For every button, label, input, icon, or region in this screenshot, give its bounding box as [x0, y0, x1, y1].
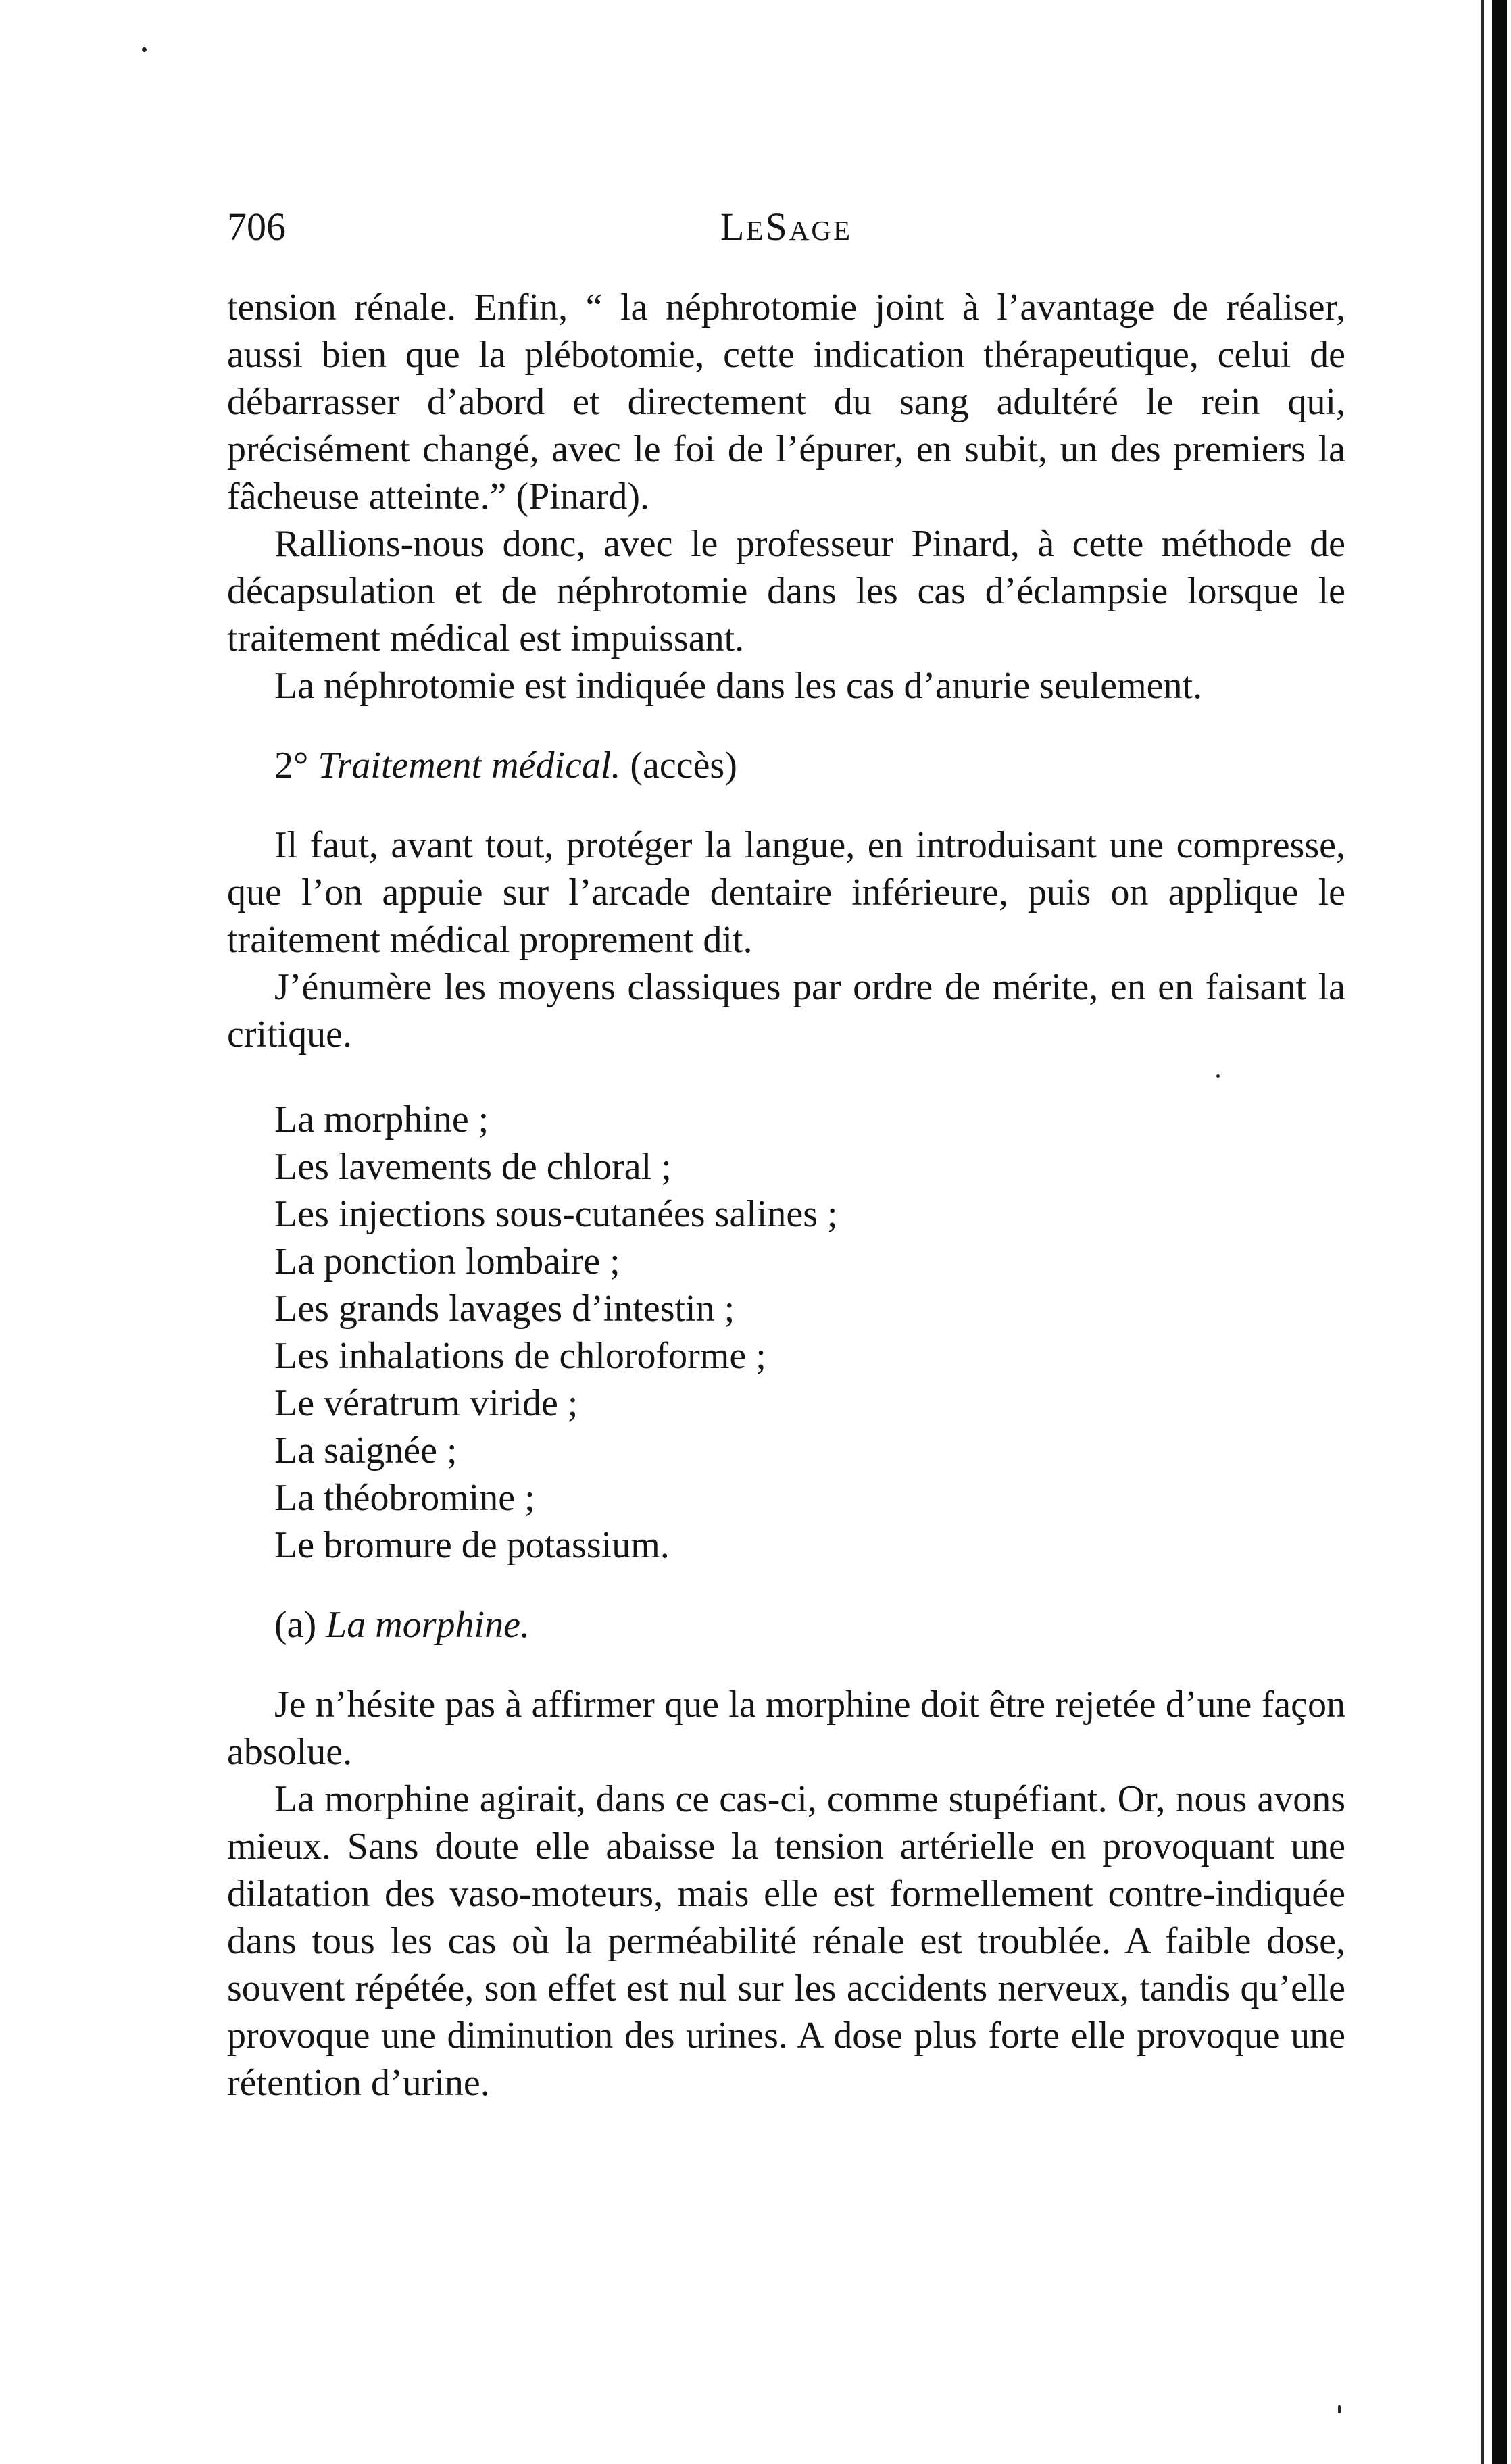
paragraph: La morphine agirait, dans ce cas-ci, comme stupéfiant. Or, nous avons mieux. Sans doute elle abaisse la tension artérielle en provoquant une dilatation des vaso-moteurs, mais elle est formellement contre-indiquée dans tous les cas où la perméabilité rénale est troublée. A faible dose, souvent répétée, son effet est nul sur les accidents nerveux, tandis qu’elle provoque une diminution des urines. A dose plus forte elle provoque une rétention d’urine. — [227, 1778, 1345, 2104]
list-item: Le bromure de potassium. — [274, 1524, 670, 1566]
paragraph: J’énumère les moyens classiques par ordre de mérite, en en faisant la critique. — [227, 966, 1345, 1055]
list-item: La morphine ; — [274, 1099, 489, 1140]
scan-edge-bar — [1492, 0, 1507, 2464]
running-head: LeSage — [720, 205, 852, 249]
scan-edge-line — [1481, 0, 1484, 2464]
remedy-list — [227, 1096, 1345, 1569]
page-header — [227, 204, 1342, 258]
section-note: (accès) — [630, 745, 737, 786]
subsection-title: La morphine. — [326, 1604, 530, 1646]
scan-speck — [142, 47, 147, 52]
list-item: Le vératrum viride ; — [274, 1382, 578, 1424]
section-number: 2° — [274, 745, 309, 786]
scan-speck — [1338, 2405, 1341, 2413]
subsection-heading — [227, 1601, 1345, 1649]
list-item: La théobromine ; — [274, 1477, 535, 1519]
paragraph: La néphrotomie est indiquée dans les cas d’anurie seulement. — [274, 665, 1203, 707]
list-item: Les inhalations de chloroforme ; — [274, 1335, 766, 1377]
subsection-label: (a) — [274, 1604, 317, 1646]
paragraph: Je n’hésite pas à affirmer que la morphine doit être rejetée d’une façon absolue. — [227, 1684, 1345, 1773]
section-title: Traitement médical. — [318, 745, 621, 786]
page-number: 706 — [227, 205, 286, 249]
list-item: La saignée ; — [274, 1430, 457, 1472]
list-item: Les lavements de chloral ; — [274, 1146, 672, 1188]
paragraph: Il faut, avant tout, protéger la langue, en introduisant une compresse, que l’on appuie sur l’arcade dentaire inférieure, puis on applique le traitement médical proprement dit. — [227, 824, 1345, 961]
paragraph: Rallions-nous donc, avec le professeur Pinard, à cette méthode de décapsulation et de néphrotomie dans les cas d’éclampsie lorsque le traitement médical est impuissant. — [227, 523, 1345, 659]
paragraph: tension rénale. Enfin, “ la néphrotomie joint à l’avantage de réaliser, aussi bien que la plébotomie, cette indication thérapeutique, celui de débarrasser d’abord et directement du sang adultéré le rein qui, précisément changé, avec le foi de l’épurer, en subit, un des premiers la fâcheuse atteinte.” (Pinard). — [227, 286, 1345, 518]
list-item: Les grands lavages d’intestin ; — [274, 1288, 735, 1330]
page-body — [227, 284, 1345, 2107]
section-heading — [227, 742, 1345, 789]
list-item: La ponction lombaire ; — [274, 1240, 620, 1282]
list-item: Les injections sous-cutanées salines ; — [274, 1193, 838, 1235]
